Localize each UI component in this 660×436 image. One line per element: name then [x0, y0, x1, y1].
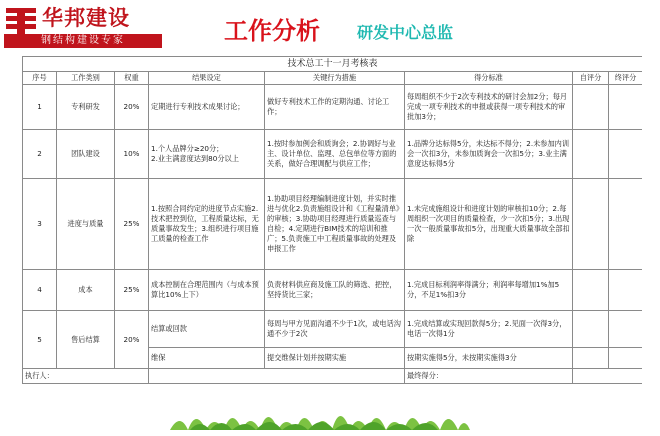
executor-value[interactable] [149, 369, 405, 384]
row-result: 定期进行专利技术成果讨论； [149, 85, 265, 130]
row-self-score[interactable] [573, 270, 609, 311]
final-score-value[interactable] [573, 369, 643, 384]
row-action: 提交维保计划并按期实施 [265, 348, 405, 369]
row-no: 4 [23, 270, 57, 311]
row-self-score[interactable] [573, 130, 609, 179]
col-header-category: 工作类别 [57, 72, 115, 85]
row-self-score[interactable] [573, 348, 609, 369]
row-action: 每周与甲方见面沟通不少于1次，或电话沟通不少于2次 [265, 311, 405, 348]
row-action: 负责材料供应商及施工队的筛选、把控，坚持货比三家； [265, 270, 405, 311]
col-header-scoring: 得分标准 [405, 72, 573, 85]
row-category: 成本 [57, 270, 115, 311]
row-self-score[interactable] [573, 311, 609, 348]
row-weight: 25% [115, 270, 149, 311]
row-weight: 20% [115, 85, 149, 130]
row-self-score[interactable] [573, 85, 609, 130]
table-caption: 技术总工十一月考核表 [23, 57, 643, 72]
row-scoring: 1.完成目标利润率得满分；利润率每增加1%加5分，不足1%扣3分 [405, 270, 573, 311]
row-self-score[interactable] [573, 179, 609, 270]
col-header-weight: 权重 [115, 72, 149, 85]
company-tagline: 钢结构建设专家 [4, 34, 162, 48]
page-subtitle: 研发中心总监 [357, 23, 454, 42]
col-header-final-score: 终评分 [609, 72, 643, 85]
row-weight: 20% [115, 311, 149, 369]
table-row [23, 270, 643, 311]
row-final-score[interactable] [609, 348, 643, 369]
assessment-sheet [22, 56, 642, 412]
table-header-row [23, 72, 643, 85]
row-scoring: 1.未完成施组设计和进度计划的审核扣10分；2.每周组织一次项目的质量检查，少一次扣5分；3.出现一次一般质量事故扣5分，出现重大质量事故全部扣除 [405, 179, 573, 270]
col-header-result: 结果设定 [149, 72, 265, 85]
row-result: 维保 [149, 348, 265, 369]
row-final-score[interactable] [609, 311, 643, 348]
row-weight: 25% [115, 179, 149, 270]
row-category: 专利研发 [57, 85, 115, 130]
company-name: 华邦建设 [42, 6, 130, 30]
row-category: 团队建设 [57, 130, 115, 179]
row-no: 5 [23, 311, 57, 369]
col-header-no: 序号 [23, 72, 57, 85]
row-final-score[interactable] [609, 179, 643, 270]
row-result: 成本控制在合理范围内（与成本预算比10%上下） [149, 270, 265, 311]
row-no: 1 [23, 85, 57, 130]
row-category: 售后结算 [57, 311, 115, 369]
row-final-score[interactable] [609, 130, 643, 179]
row-final-score[interactable] [609, 270, 643, 311]
assessment-table [22, 56, 642, 384]
row-action: 1.按时参加例会和质询会；2.协调好与业主、设计单位、监理、总包单位等方面的关系，做好合理调配与供应工作； [265, 130, 405, 179]
row-final-score[interactable] [609, 85, 643, 130]
row-scoring: 每周组织不少于2次专利技术的研讨会加2分；每月完成一项专利技术的申报或获得一项专利技术的审批加3分； [405, 85, 573, 130]
table-row [23, 179, 643, 270]
row-action: 做好专利技术工作的定期沟通、讨论工作； [265, 85, 405, 130]
row-result: 结算或回款 [149, 311, 265, 348]
row-no: 3 [23, 179, 57, 270]
table-row [23, 85, 643, 130]
final-score-label: 最终得分： [405, 369, 573, 384]
row-scoring: 1.完成结算或实现回款得5分；2.见面一次得3分，电话一次得1分 [405, 311, 573, 348]
footer-row [23, 369, 643, 384]
row-no: 2 [23, 130, 57, 179]
row-category: 进度与质量 [57, 179, 115, 270]
row-weight: 10% [115, 130, 149, 179]
row-result: 1.按照合同约定的进度节点实施2.技术把控到位，工程质量达标，无质量事故发生；3.组织进行项目施工质量的检查工作 [149, 179, 265, 270]
row-scoring: 1.品牌分达标得5分，未达标不得分；2.未参加内训会一次扣3分，未参加质询会一次扣5分；3.业主满意度达标得5分 [405, 130, 573, 179]
page-title: 工作分析 [224, 17, 320, 45]
col-header-self-score: 自评分 [573, 72, 609, 85]
table-row [23, 311, 643, 348]
executor-label: 执行人： [23, 369, 149, 384]
logo-mark-icon [4, 6, 38, 36]
row-result: 1.个人品牌分≥20分； 2.业主满意度达到80分以上 [149, 130, 265, 179]
col-header-action: 关键行为措施 [265, 72, 405, 85]
grass-decoration-icon [170, 400, 470, 430]
table-row [23, 130, 643, 179]
row-scoring: 按期实施得5分，未按期实施得3分 [405, 348, 573, 369]
company-logo [4, 4, 162, 48]
row-action: 1.协助项目经理编制进度计划，并实时推进与优化2.负责施组设计和《工程量清单》的审核；3.协助项目经理进行质量巡查与自检；4.定期进行BIM技术的培训和推广；5.负责施工中工程质量事故的处理及申报工作 [265, 179, 405, 270]
